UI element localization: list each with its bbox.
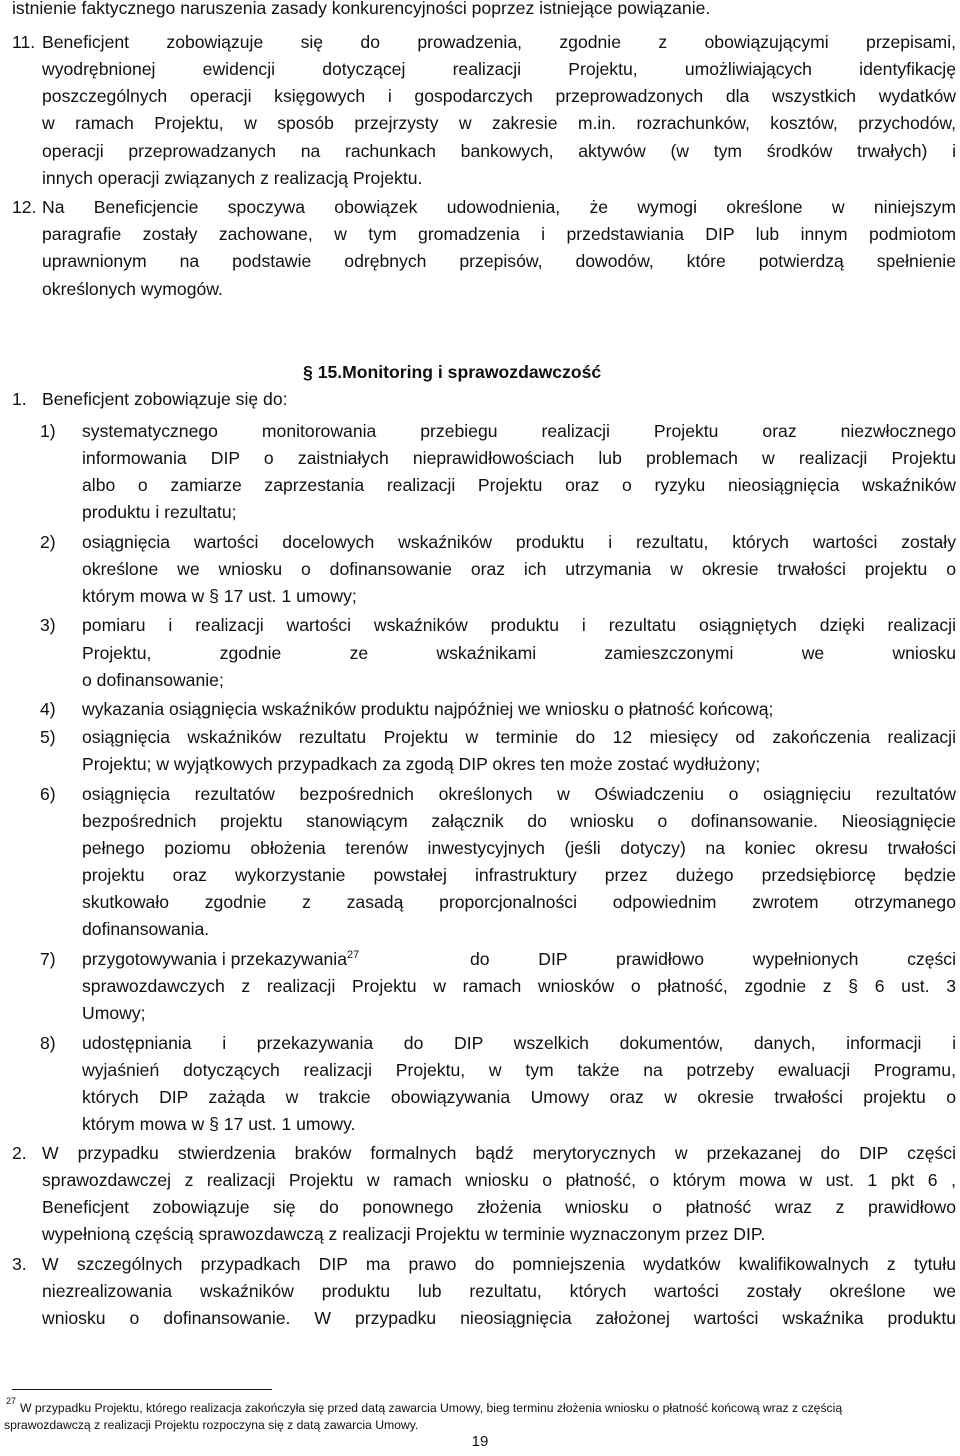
paragraph-12-line: uprawnionym na podstawie odrębnych przepisów, dowodów, które potwierdzą spełnienie (42, 251, 956, 271)
list-item-number: 3) (40, 615, 56, 635)
footnote-line: W przypadku Projektu, którego realizacja zakończyła się przed datą zawarcia Umowy, bieg terminu złożenia wniosku o płatność końcową wraz z częścią (20, 1401, 843, 1415)
list-item-line: wykazania osiągnięcia wskaźników produktu najpóźniej we wniosku o płatność końcową; (82, 699, 774, 719)
list-item-line: pomiaru i realizacji wartości wskaźników produktu i rezultatu osiągniętych dzięki realizacji (82, 615, 956, 635)
point-1-number: 1. (12, 389, 27, 409)
footnote-line: sprawozdawczą z realizacji Projektu rozpoczyna się z datą zawarcia Umowy. (4, 1418, 419, 1432)
list-item-line: informowania DIP o zaistniałych nieprawidłowościach lub problemach w realizacji Projektu (82, 448, 956, 468)
section-title: 15.Monitoring i sprawozdawczość (317, 362, 602, 382)
list-item-line: określone we wniosku o dofinansowanie oraz ich utrzymania w okresie trwałości projektu o (82, 559, 956, 579)
paragraph-12-line: paragrafie zostały zachowane, w tym gromadzenia i przedstawiania DIP lub innym podmiotom (42, 224, 956, 244)
list-item-number: 1) (40, 421, 56, 441)
list-item-line: do DIP prawidłowo wypełnionych części (470, 949, 956, 969)
paragraph-11-line: poszczególnych operacji księgowych i gospodarczych przeprowadzonych dla wszystkich wydatków (42, 86, 956, 106)
list-item-line: osiągnięcia wskaźników rezultatu Projektu w terminie do 12 miesięcy od zakończenia realizacji (82, 727, 956, 747)
paragraph-11-line: operacji przeprowadzanych na rachunkach bankowych, aktywów (w tym środków trwałych) i (42, 141, 956, 161)
list-item-number: 7) (40, 949, 56, 969)
list-item-line: dofinansowania. (82, 919, 210, 939)
point-3-line: wniosku o dofinansowanie. W przypadku nieosiągnięcia założonej wartości wskaźnika produktu (42, 1308, 956, 1328)
paragraph-12-line: określonych wymogów. (42, 279, 223, 299)
list-item-line: którym mowa w § 17 ust. 1 umowy. (82, 1114, 356, 1134)
list-item-line: sprawozdawczych z realizacji Projektu w ramach wniosków o płatność, zgodnie z § 6 ust. 3 (82, 976, 956, 996)
section-heading (303, 359, 601, 386)
point-1-intro: Beneficjent zobowiązuje się do: (42, 389, 288, 409)
list-item-line: Projektu, zgodnie ze wskaźnikami zamieszczonymi we wniosku (82, 643, 956, 663)
paragraph-11-line: innych operacji związanych z realizacją Projektu. (42, 168, 423, 188)
list-item-line: których DIP zażąda w trakcie obowiązywania Umowy oraz w okresie trwałości projektu o (82, 1087, 956, 1107)
list-item-text: przygotowywania i przekazywania (82, 949, 348, 969)
paragraph-11-line: Beneficjent zobowiązuje się do prowadzenia, zgodnie z obowiązującymi przepisami, (42, 32, 956, 52)
paragraph-12-number: 12. (12, 197, 37, 217)
list-item-number: 4) (40, 699, 56, 719)
point-2-line: Beneficjent zobowiązuje się do ponownego złożenia wniosku o płatność wraz z prawidłowo (42, 1197, 956, 1217)
paragraph-11-number: 11. (12, 32, 36, 52)
page-number: 19 (471, 1433, 489, 1450)
list-item-line (82, 946, 359, 973)
list-item-line: osiągnięcia rezultatów bezpośrednich określonych w Oświadczeniu o osiągnięciu rezultatów (82, 784, 956, 804)
list-item-line: o dofinansowanie; (82, 670, 224, 690)
footnote-separator (12, 1389, 272, 1390)
list-item-line: Umowy; (82, 1003, 146, 1023)
paragraph-11-line: w ramach Projektu, w sposób przejrzysty w zakresie m.in. rozrachunków, kosztów, przychodów, (42, 113, 956, 133)
list-item-line: albo o zamiarze zaprzestania realizacji Projektu oraz o ryzyku nieosiągnięcia wskaźników (82, 475, 956, 495)
paragraph-11-line: wyodrębnionej ewidencji dotyczącej realizacji Projektu, umożliwiających identyfikację (42, 59, 956, 79)
list-item-line: którym mowa w § 17 ust. 1 umowy; (82, 586, 357, 606)
point-2-number: 2. (12, 1143, 27, 1163)
list-item-number: 6) (40, 784, 56, 804)
list-item-number: 5) (40, 727, 56, 747)
point-2-line: sprawozdawczej z realizacji Projektu w ramach wniosku o płatność, o którym mowa w ust. 1 pkt 6 , (42, 1170, 956, 1190)
footnote-number: 27 (6, 1396, 17, 1406)
list-item-line: systematycznego monitorowania przebiegu realizacji Projektu oraz niezwłocznego (82, 421, 956, 441)
footnote-reference[interactable]: 27 (347, 949, 360, 962)
list-item-number: 8) (40, 1033, 56, 1053)
paragraph-12-line: Na Beneficjencie spoczywa obowiązek udowodnienia, że wymogi określone w niniejszym (42, 197, 956, 217)
paragraph-continuation: istnienie faktycznego naruszenia zasady konkurencyjności poprzez istniejące powiązanie. (12, 0, 711, 18)
list-item-line: Projektu; w wyjątkowych przypadkach za zgodą DIP okres ten może zostać wydłużony; (82, 754, 761, 774)
list-item-line: skutkowało zgodnie z zasadą proporcjonalności odpowiednim zwrotem otrzymanego (82, 892, 956, 912)
point-2-line: W przypadku stwierdzenia braków formalnych bądź merytorycznych w przekazanej do DIP części (42, 1143, 956, 1163)
point-3-line: W szczególnych przypadkach DIP ma prawo do pomniejszenia wydatków kwalifikowalnych z tytułu (42, 1254, 956, 1274)
section-sign: § (303, 362, 313, 382)
point-3-line: niezrealizowania wskaźników produktu lub rezultatu, których wartości zostały określone we (42, 1281, 956, 1301)
list-item-line: bezpośrednich projektu stanowiącym załącznik do wniosku o dofinansowanie. Nieosiągnięcie (82, 811, 956, 831)
list-item-line: wyjaśnień dotyczących realizacji Projektu, w tym także na potrzeby ewaluacji Programu, (82, 1060, 956, 1080)
point-2-line: wypełnioną częścią sprawozdawczą z realizacji Projektu w terminie wyznaczonym przez DIP. (42, 1224, 766, 1244)
point-3-number: 3. (12, 1254, 27, 1274)
list-item-line: projektu oraz wykorzystanie powstałej infrastruktury przez dużego przedsiębiorcę będzie (82, 865, 956, 885)
list-item-line: osiągnięcia wartości docelowych wskaźników produktu i rezultatu, których wartości zostały (82, 532, 956, 552)
list-item-line: udostępniania i przekazywania do DIP wszelkich dokumentów, danych, informacji i (82, 1033, 956, 1053)
list-item-line: pełnego poziomu obłożenia terenów inwestycyjnych (jeśli dotyczy) na koniec okresu trwałości (82, 838, 956, 858)
list-item-line: produktu i rezultatu; (82, 502, 237, 522)
list-item-number: 2) (40, 532, 56, 552)
